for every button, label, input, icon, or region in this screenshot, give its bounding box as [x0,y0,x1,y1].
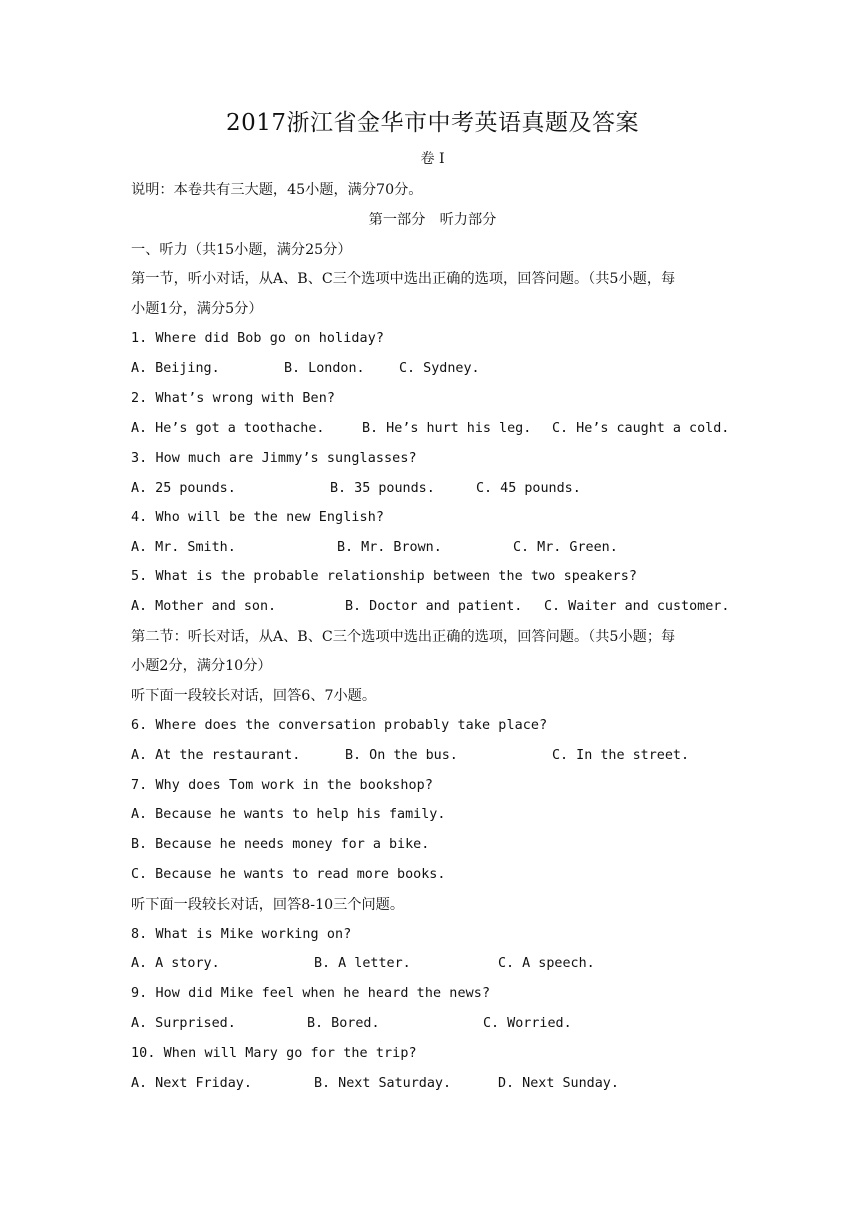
question-6: 6. Where does the conversation probably take place? [131,718,548,733]
exam-note: 说明：本卷共有三大题，45小题，满分70分。 [131,182,423,198]
q3-option-b: B. 35 pounds. [330,481,435,496]
q9-option-c: C. Worried. [483,1016,572,1031]
question-10: 10. When will Mary go for the trip? [131,1046,417,1061]
q7-option-c: C. Because he wants to read more books. [131,867,446,882]
sub1-instructions-cont: 小题1分，满分5分） [131,301,263,317]
q8-option-b: B. A letter. [314,956,411,971]
dialog1-instruction: 听下面一段较长对话，回答6、7小题。 [131,688,377,704]
question-9: 9. How did Mike feel when he heard the news? [131,986,491,1001]
q2-option-c: C. He’s caught a cold. [552,421,730,436]
q9-option-a: A. Surprised. [131,1016,236,1031]
sub1-instructions: 第一节，听小对话，从A、B、C三个选项中选出正确的选项，回答问题。（共5小题，每 [131,271,676,287]
sub2-instructions-cont: 小题2分，满分10分） [131,658,272,674]
q7-option-b: B. Because he needs money for a bike. [131,837,430,852]
question-3: 3. How much are Jimmy’s sunglasses? [131,451,417,466]
q1-option-b: B. London. [284,361,365,376]
question-8: 8. What is Mike working on? [131,927,352,942]
q10-option-d: D. Next Sunday. [498,1076,619,1091]
volume-label: 卷 I [420,151,445,167]
question-1: 1. Where did Bob go on holiday? [131,331,385,346]
part1-heading: 第一部分 听力部分 [368,212,497,228]
q2-option-b: B. He’s hurt his leg. [362,421,532,436]
q10-option-b: B. Next Saturday. [314,1076,452,1091]
sub2-instructions: 第二节：听长对话，从A、B、C三个选项中选出正确的选项，回答问题。（共5小题；每 [131,629,676,645]
q9-option-b: B. Bored. [307,1016,380,1031]
q3-option-a: A. 25 pounds. [131,481,236,496]
question-4: 4. Who will be the new English? [131,510,385,525]
q2-option-a: A. He’s got a toothache. [131,421,325,436]
q5-option-a: A. Mother and son. [131,599,277,614]
question-7: 7. Why does Tom work in the bookshop? [131,778,433,793]
q3-option-c: C. 45 pounds. [476,481,581,496]
q6-option-c: C. In the street. [552,748,690,763]
question-2: 2. What’s wrong with Ben? [131,391,336,406]
q4-option-a: A. Mr. Smith. [131,540,236,555]
q10-option-a: A. Next Friday. [131,1076,252,1091]
dialog2-instruction: 听下面一段较长对话，回答8-10三个问题。 [131,897,405,913]
q5-option-b: B. Doctor and patient. [345,599,523,614]
q8-option-c: C. A speech. [498,956,595,971]
q8-option-a: A. A story. [131,956,220,971]
q6-option-b: B. On the bus. [345,748,458,763]
q4-option-b: B. Mr. Brown. [337,540,442,555]
q7-option-a: A. Because he wants to help his family. [131,807,446,822]
q6-option-a: A. At the restaurant. [131,748,301,763]
q5-option-c: C. Waiter and customer. [544,599,730,614]
document-title: 2017浙江省金华市中考英语真题及答案 [225,110,640,136]
question-5: 5. What is the probable relationship between the two speakers? [131,569,638,584]
q4-option-c: C. Mr. Green. [513,540,618,555]
q1-option-a: A. Beijing. [131,361,220,376]
section1-heading: 一、听力（共15小题，满分25分） [131,242,352,258]
q1-option-c: C. Sydney. [399,361,480,376]
